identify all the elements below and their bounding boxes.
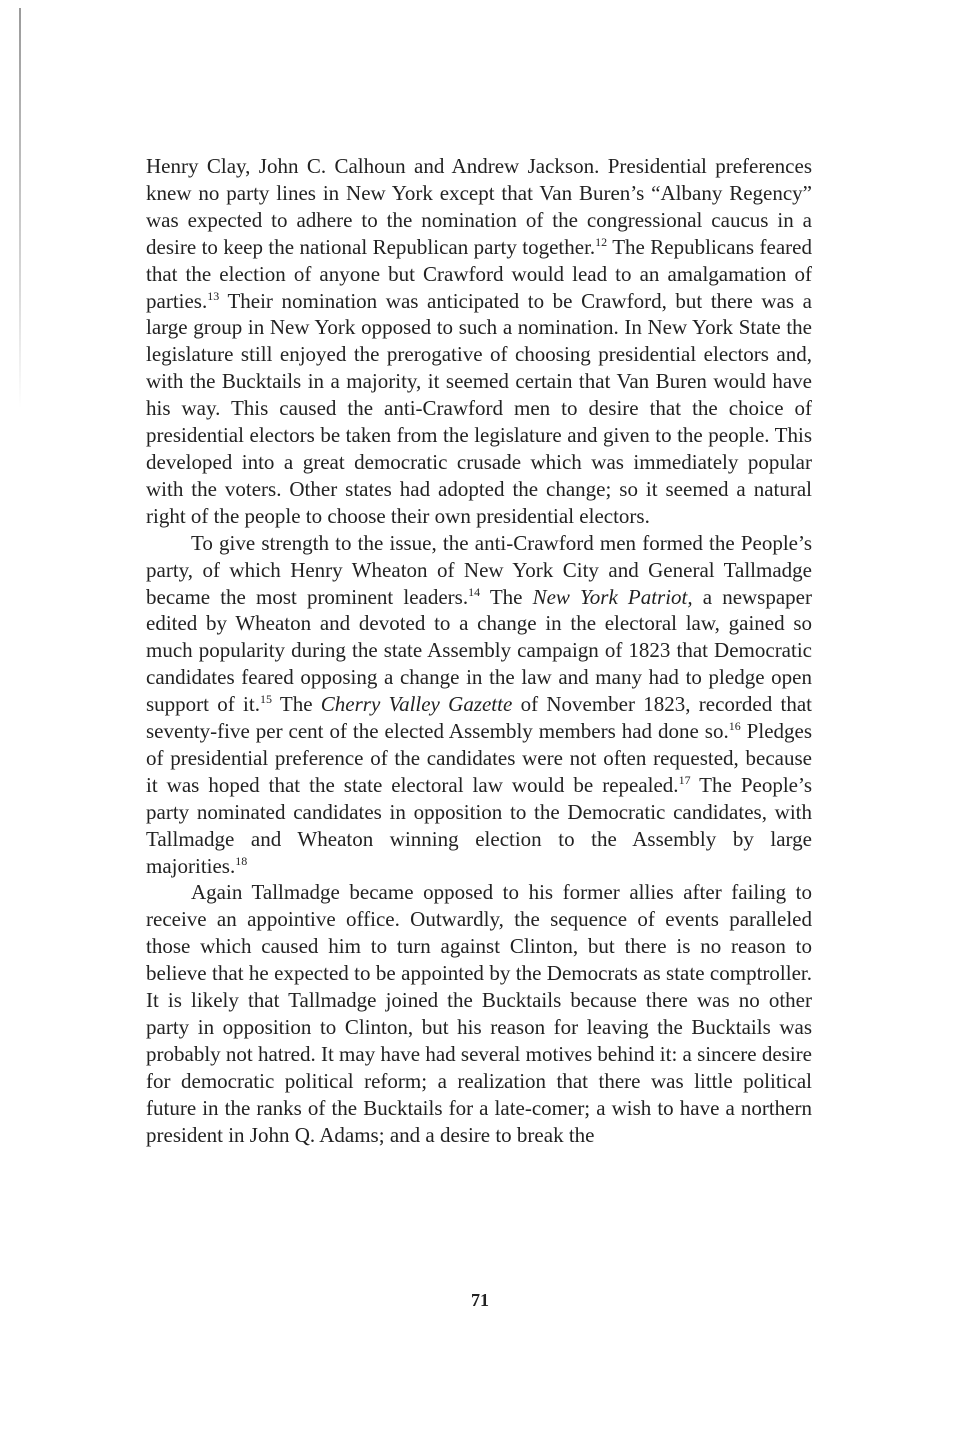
text-run: Their nomination was anticipated to be Crawford, but there was a large group in New York opposed to such a nomination. In New York State the legislature still enjoyed the prerogative of choosing presidential electors and, with the Bucktails in a majority, it seemed certain that Van Buren would have his way. This caused the anti-Crawford men to desire that the choice of presidential electors be taken from the legislature and given to the people. This developed into a great democratic crusade which was immediately popular with the voters. Other states had adopted the change; so it seemed a natural right of the people to choose their own presidential electors. [146, 288, 812, 528]
text-run: of November 1823, recorded that seventy-five per cent of the elected Assembly members had done so. [146, 692, 812, 744]
paragraph-2 [146, 530, 812, 880]
text-run: Pledges of presidential preference of the candidates were not often requested, because it was hoped that the state electoral law would be repealed. [146, 719, 813, 797]
text-run: The [480, 584, 533, 609]
paragraph-1 [146, 153, 812, 530]
text-run: The Republicans feared that the election of anyone but Crawford would lead to an amalgamation of parties. [146, 234, 812, 313]
text-run: To give strength to the issue, the anti-Crawford men formed the People’s party, of which Henry Wheaton of New York City and General Tallmadge became the most prominent leaders. [146, 530, 812, 609]
footnote-ref: 13 [207, 288, 220, 303]
text-run: The [271, 692, 321, 717]
scan-edge-shadow [19, 8, 21, 408]
text-run: The People’s party nominated candidates in opposition to the Democratic candidates, with Tallmadge and Wheaton winning election to the Assembly by large majorities. [146, 772, 812, 878]
italic-title: New York Patriot, [532, 584, 693, 609]
footnote-ref: 16 [728, 719, 741, 734]
footnote-ref: 17 [678, 772, 691, 787]
footnote-ref: 15 [259, 692, 272, 707]
italic-title: Cherry Valley Gazette [320, 692, 513, 717]
footnote-ref: 12 [595, 234, 608, 249]
text-run: Henry Clay, John C. Calhoun and Andrew Jackson. Presidential preferences knew no party lines in New York except that Van Buren’s “Albany Regency” was expected to adhere to the nomination of the congressional caucus in a desire to keep the national Republican party together. [146, 154, 812, 259]
footnote-ref: 18 [235, 853, 248, 868]
body-text [146, 153, 812, 1149]
text-run: a newspaper edited by Wheaton and devoted to a change in the electoral law, gained so much popularity during the state Assembly campaign of 1823 that Democratic candidates feared opposing a change in the law and many had to pledge open support of it. [146, 584, 812, 717]
paragraph-3 [146, 879, 812, 1148]
footnote-ref: 14 [468, 584, 481, 599]
page-number: 71 [471, 1290, 489, 1310]
text-run: Again Tallmadge became opposed to his former allies after failing to receive an appointive office. Outwardly, the sequence of events paralleled those which caused him to turn against Clinton, but there is no reason to believe that he expected to be appointed by the Democrats as state comptroller. It is likely that Tallmadge joined the Bucktails because there was no other party in opposition to Clinton, but his reason for leaving the Bucktails was probably not hatred. It may have had several motives behind it: a sincere desire for democratic political reform; a realization that there was little political future in the ranks of the Bucktails for a late-comer; a wish to have a northern president in John Q. Adams; and a desire to break the [146, 880, 812, 1147]
